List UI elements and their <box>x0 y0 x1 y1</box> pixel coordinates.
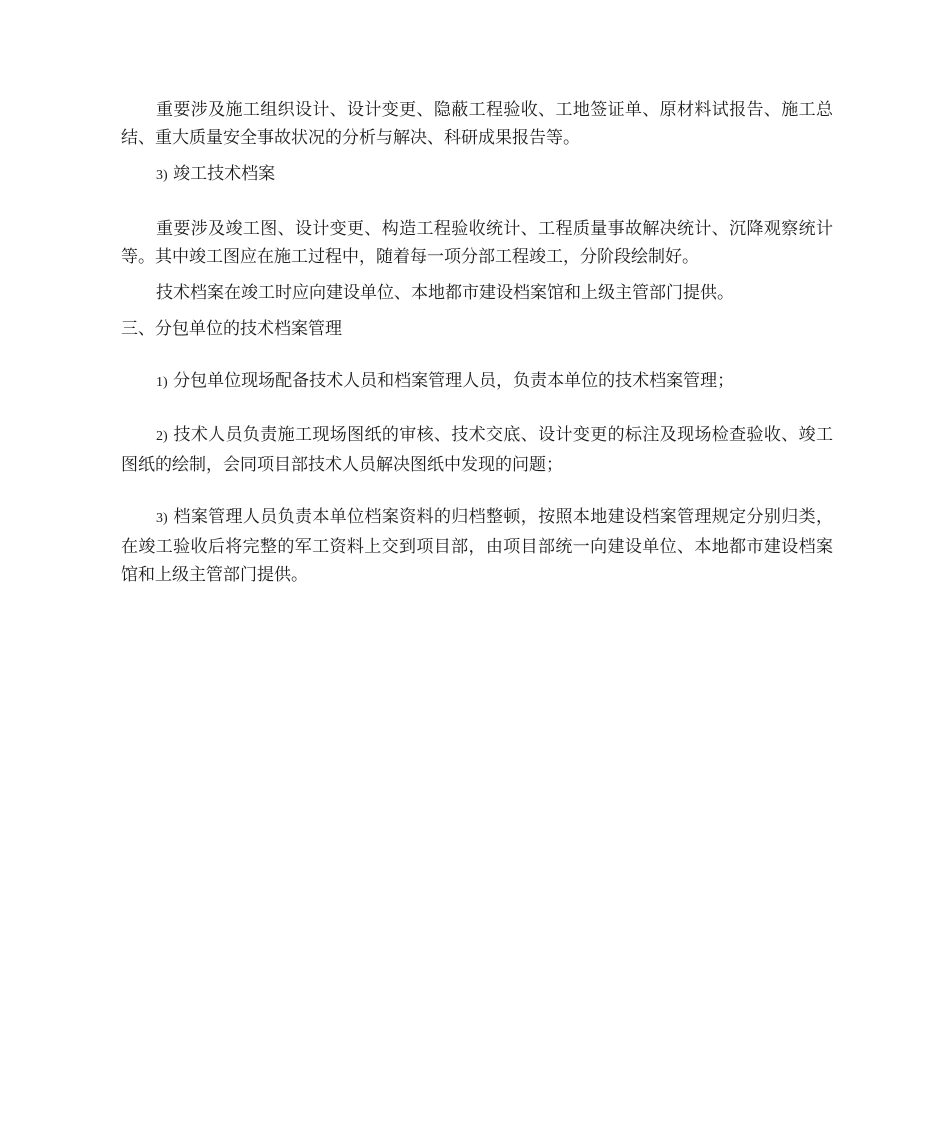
list-item-text: 技术人员负责施工现场图纸的审核、技术交底、设计变更的标注及现场检查验收、竣工图纸的绘制，会同项目部技术人员解决图纸中发现的问题； <box>121 425 834 475</box>
list-number: 3) <box>156 168 168 183</box>
list-number: 1) <box>156 375 168 390</box>
section-heading-text: 三、分包单位的技术档案管理 <box>121 319 342 339</box>
heading-completion-archives <box>121 160 833 190</box>
paragraph-text: 重要涉及施工组织设计、设计变更、隐蔽工程验收、工地签证单、原材料试报告、施工总结、重大质量安全事故状况的分析与解决、科研成果报告等。 <box>121 100 833 148</box>
section-heading-subcontractor <box>121 315 833 343</box>
paragraph-text: 重要涉及竣工图、设计变更、构造工程验收统计、工程质量事故解决统计、沉降观察统计等。其中竣工图应在施工过程中，随着每一项分部工程竣工，分阶段绘制好。 <box>121 219 833 267</box>
list-item-text: 分包单位现场配备技术人员和档案管理人员，负责本单位的技术档案管理； <box>173 371 735 391</box>
paragraph-text: 技术档案在竣工时应向建设单位、本地都市建设档案馆和上级主管部门提供。 <box>156 283 734 303</box>
list-item-archive-staff <box>121 503 833 589</box>
paragraph-archive-delivery <box>121 279 833 307</box>
heading-text: 竣工技术档案 <box>173 164 276 184</box>
list-item-staffing <box>121 367 833 397</box>
list-number: 2) <box>156 429 168 444</box>
paragraph-completion-contents <box>121 215 833 271</box>
list-number: 3) <box>156 511 168 526</box>
paragraph-construction-archives <box>121 96 833 152</box>
list-item-technical-staff <box>121 421 833 479</box>
document-body <box>121 96 833 589</box>
list-item-text: 档案管理人员负责本单位档案资料的归档整顿，按照本地建设档案管理规定分别归类，在竣工验收后将完整的军工资料上交到项目部，由项目部统一向建设单位、本地都市建设档案馆和上级主管部门提供。 <box>121 507 834 585</box>
